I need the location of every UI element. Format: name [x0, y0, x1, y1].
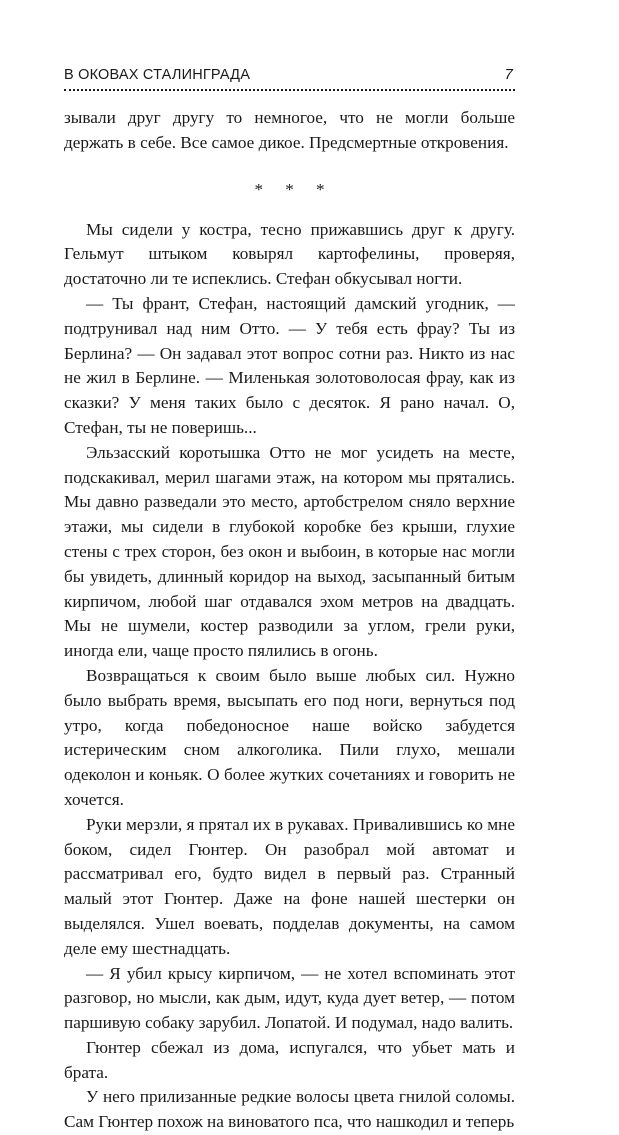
paragraph: — Ты франт, Стефан, настоящий дамский угодник, — подтрунивал над ним Отто. — У тебя есть фрау? Ты из Берлина? — Он задавал этот вопрос сотни раз. Никто из нас не жил в Берлине. — Миленькая золотоволосая фрау, как из сказки? У меня таких было с десяток. Я рано начал. О, Стефан, ты не поверишь... — [64, 293, 515, 437]
paragraph: — Я убил крысу кирпичом, — не хотел вспоминать этот разговор, но мысли, как дым, идут, куда дует ветер, — потом паршивую собаку зарубил. Лопатой. И подумал, надо валить. — [64, 963, 515, 1033]
paragraph: У него прилизанные редкие волосы цвета гнилой соломы. Сам Гюнтер похож на виноватого пса, что нашкодил и теперь — [64, 1087, 515, 1132]
page-number: 7 — [504, 66, 513, 83]
paragraph: Эльзасский коротышка Отто не мог усидеть на месте, подскакивал, мерил шагами этаж, на котором мы прятались. Мы давно разведали это место, артобстрелом сняло верхние этажи, мы сидели в глубокой коробке без крыши, глухие стены с трех сторон, без окон и выбоин, в которые нас могли бы увидеть, длинный коридор на выход, засыпанный битым кирпичом, любой шаг отдавался эхом метров на двадцать. Мы не шумели, костер разводили за углом, грели руки, иногда ели, чаще просто пялились в огонь. — [64, 442, 515, 661]
paragraph: Гюнтер сбежал из дома, испугался, что убьет мать и брата. — [64, 1037, 515, 1082]
book-page — [64, 64, 515, 1135]
book-title: В ОКОВАХ СТАЛИНГРАДА — [64, 67, 251, 83]
paragraph: Возвращаться к своим было выше любых сил. Нужно было выбрать время, высыпать его под ноги, вернуться под утро, когда победоносное наше войско забудется истерическим сном алкоголика. Пили глухо, мешали одеколон и коньяк. О более жутких сочетаниях и говорить не хочется. — [64, 665, 515, 809]
continued-paragraph: зывали друг другу то немногое, что не могли больше держать в себе. Все самое дикое. Предсмертные откровения. — [64, 108, 515, 152]
running-head — [64, 64, 515, 91]
paragraph: Руки мерзли, я прятал их в рукавах. Привалившись ко мне боком, сидел Гюнтер. Он разобрал мой автомат и рассматривал его, будто видел в первый раз. Странный малый этот Гюнтер. Даже на фоне нашей шестерки он выделялся. Ушел воевать, подделав документы, на самом деле ему шестнадцать. — [64, 814, 515, 958]
page-text-top — [64, 106, 515, 156]
paragraph: Мы сидели у костра, тесно прижавшись друг к другу. Гельмут штыком ковырял картофелины, проверяя, достаточно ли те испеклись. Стефан обкусывал ногти. — [64, 219, 515, 289]
section-separator: * * * — [254, 179, 334, 199]
page-text-body — [64, 218, 515, 1135]
